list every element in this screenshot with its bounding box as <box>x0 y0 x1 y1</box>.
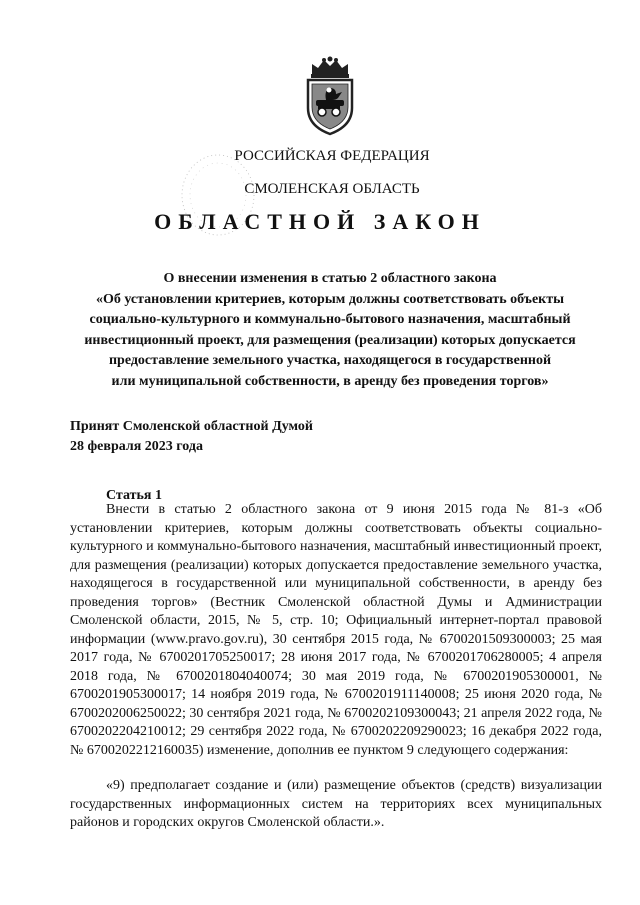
adopted-by: Принят Смоленской областной Думой <box>70 419 313 434</box>
coat-of-arms-icon <box>298 56 362 136</box>
article-paragraph: Внести в статью 2 областного закона от 9 июня 2015 года № 81-з «Об установлении критериев, которым должны соответствовать объекты социально-культурного и коммунально-бытового назначения, масштабный инвестиционный проект, для размещения (реализации) которых допускается предоставление земельного участка, находящегося в государственной или муниципальной собственности, в аренду без проведения торгов» (Вестник Смоленской областной Думы и Администрации Смоленской области, 2015, № 5, стр. 10; Официальный интернет-портал правовой информации (www.pravo.gov.ru), 30 сентября 2015 года, № 6700201509300003; 25 мая 2017 года, № 6700201705250017; 28 июня 2017 года, № 6700201706280005; 4 апреля 2018 года, № 6700201804040074; 30 мая 2019 года, № 6700201905300001, № 6700201905300017; 14 ноября 2019 года, № 6700201911140008; 25 июня 2020 года, № 6700202006250022; 30 сентября 2021 года, № 6700202109300043; 21 апреля 2022 года, № 6700202204210012; 29 сентября 2022 года, № 6700202209290023; 16 декабря 2022 года, № 6700202212160035) изменение, дополнив ее пунктом 9 следующего содержания: <box>70 502 602 758</box>
region-title: СМОЛЕНСКАЯ ОБЛАСТЬ <box>244 181 420 197</box>
law-subject-heading <box>70 269 590 392</box>
subject-line: или муниципальной собственности, в аренду без проведения торгов» <box>111 373 549 389</box>
subject-line: О внесении изменения в статью 2 областного закона <box>163 271 497 286</box>
subject-line: «Об установлении критериев, которым должны соответствовать объекты <box>95 291 565 307</box>
country-title: РОССИЙСКАЯ ФЕДЕРАЦИЯ <box>234 148 430 164</box>
article-heading: Статья 1 <box>106 488 162 503</box>
subject-line: инвестиционный проект, для размещения (реализации) которых допускается <box>84 332 576 348</box>
document-type-title: ОБЛАСТНОЙ ЗАКОН <box>154 209 486 234</box>
subject-line: предоставление земельного участка, находящегося в государственной <box>108 353 552 368</box>
adoption-date: 28 февраля 2023 года <box>70 439 203 454</box>
subject-line: социально-культурного и коммунально-бытового назначения, масштабный <box>89 312 571 327</box>
article-paragraph: «9) предполагает создание и (или) размещение объектов (средств) визуализации государственных информационных систем на территориях всех муниципальных районов и городских округов Смоленской области.». <box>70 778 602 830</box>
